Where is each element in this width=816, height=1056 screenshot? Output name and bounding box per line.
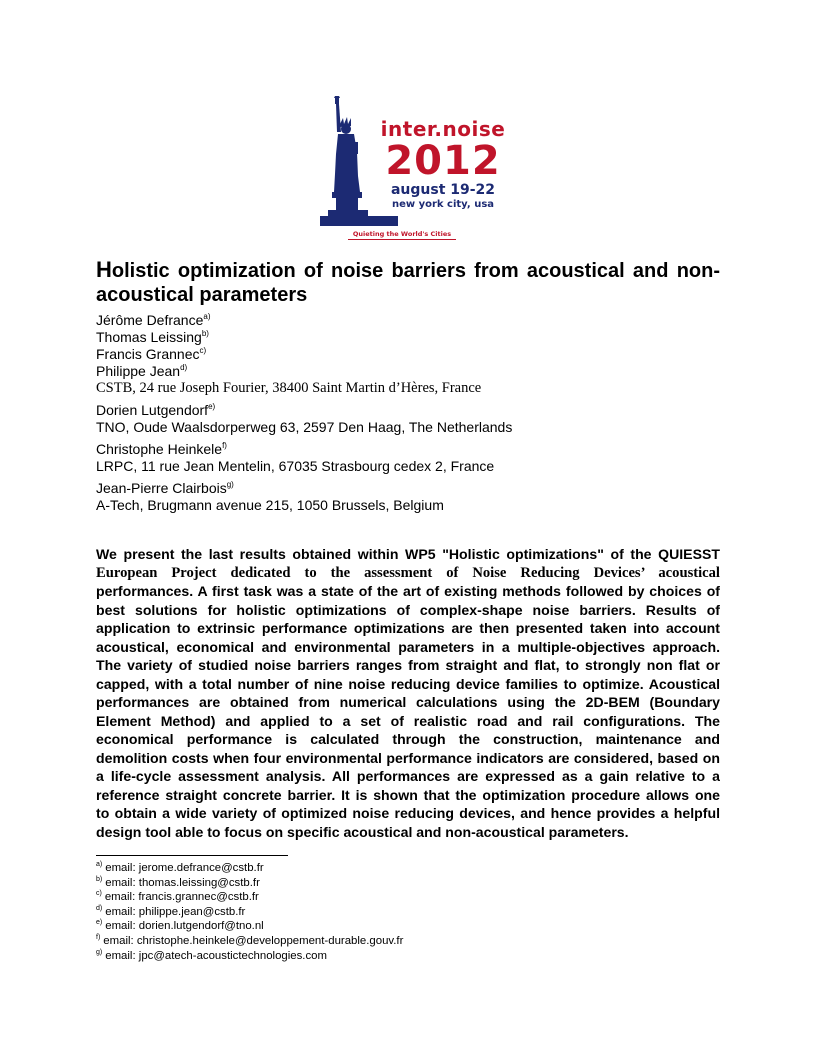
author-name: Dorien Lutgendorf: [96, 402, 209, 418]
author-superscript: f): [222, 441, 227, 450]
title-rest: olistic optimization of noise barriers from acoustical and non-acoustical parameters: [96, 260, 720, 306]
abstract-line: The variety of studied noise barriers ranges from straight and flat, to strongly non flat or: [96, 657, 720, 673]
footnote-marker: e): [96, 919, 103, 927]
abstract-line: a life-cycle assessment analysis. All performances are expressed as a gain relative to a: [96, 768, 720, 784]
author-line: [96, 363, 720, 380]
author-superscript: a): [203, 312, 211, 321]
abstract-line: We present the last results obtained within WP5 "Holistic optimizations" of the QUIESST: [96, 546, 720, 562]
footnote-email: email: francis.grannec@cstb.fr: [104, 891, 259, 904]
abstract-line: design tool able to focus on specific acoustical and non-acoustical parameters.: [96, 823, 629, 840]
abstract-line: application to extrinsic performance optimizations are then presented taken into account: [96, 620, 720, 636]
abstract-line: performances. A first task was a state of the art of existing methods followed by choices of: [96, 583, 720, 599]
author-superscript: d): [180, 363, 188, 372]
author-superscript: g): [226, 480, 234, 489]
footnote: [96, 919, 720, 934]
author-line: [96, 402, 720, 419]
footnote-email: email: thomas.leissing@cstb.fr: [105, 876, 260, 889]
author-superscript: b): [201, 329, 209, 338]
abstract-line: economical performance is calculated through the construction, maintenance and: [96, 731, 720, 747]
footnote: [96, 949, 720, 964]
title-initial: H: [96, 257, 112, 282]
affiliation-atech: A-Tech, Brugmann avenue 215, 1050 Brussels, Belgium: [96, 497, 444, 513]
abstract-line: best solutions for holistic optimizations of complex-shape noise barriers. Results of: [96, 601, 720, 618]
affiliation-cstb: CSTB, 24 rue Joseph Fourier, 38400 Saint Martin d’Hères, France: [96, 380, 482, 396]
footnote: [96, 876, 720, 891]
paper-title: [96, 258, 720, 307]
footnote-marker: c): [96, 890, 102, 898]
affiliation-lrpc: LRPC, 11 rue Jean Mentelin, 67035 Strasbourg cedex 2, France: [96, 458, 495, 474]
logo-year: 2012: [385, 138, 501, 184]
footnote: [96, 934, 720, 949]
affiliation-tno: TNO, Oude Waalsdorperweg 63, 2597 Den Haag, The Netherlands: [96, 419, 513, 435]
logo-city: new york city, usa: [391, 199, 495, 210]
footnote-email: email: jerome.defrance@cstb.fr: [105, 862, 264, 874]
author-name: Jean-Pierre Clairbois: [96, 480, 227, 496]
abstract-line: demolition costs when four environmental performance indicators are considered, based on: [96, 749, 720, 766]
author-name: Jérôme Defrance: [96, 312, 204, 328]
conference-logo: [318, 96, 508, 244]
footnote: [96, 861, 720, 876]
author-block: [96, 312, 720, 514]
logo-dates: august 19-22: [390, 182, 496, 198]
abstract-line: Element Method) and applied to a set of realistic road and rail configurations. The: [96, 712, 720, 729]
author-name: Christophe Heinkele: [96, 441, 223, 457]
logo-tagline: Quieting the World's Cities: [348, 230, 456, 240]
author-line: [96, 346, 720, 363]
footnote-marker: f): [96, 933, 101, 941]
author-name: Philippe Jean: [96, 363, 181, 379]
footnote-marker: a): [96, 861, 103, 868]
author-superscript: c): [199, 346, 207, 355]
abstract-line: reference straight concrete barrier. It is shown that the optimization procedure allows one: [96, 786, 720, 803]
footnote-marker: g): [96, 948, 103, 956]
author-name: Thomas Leissing: [96, 329, 202, 345]
footnote-email: email: christophe.heinkele@developpement-durable.gouv.fr: [103, 934, 404, 947]
author-line: [96, 441, 720, 458]
footnote-email: email: philippe.jean@cstb.fr: [105, 905, 246, 918]
author-superscript: e): [208, 402, 216, 411]
footnote-marker: d): [96, 904, 103, 912]
author-line: [96, 312, 720, 329]
footnote: [96, 890, 720, 905]
abstract: [96, 545, 720, 841]
footnote-divider: [96, 855, 288, 856]
footnote: [96, 905, 720, 920]
author-line: [96, 480, 720, 497]
footnote-email: email: dorien.lutgendorf@tno.nl: [105, 920, 264, 933]
abstract-line: capped, with a total number of nine noise reducing device families to optimize. Acoustical: [96, 675, 720, 692]
author-name: Francis Grannec: [96, 346, 200, 362]
footnote-email: email: jpc@atech-acoustictechnologies.com: [105, 949, 327, 962]
abstract-line: performances are obtained from numerical calculations using the 2D-BEM (Boundary: [96, 694, 720, 710]
abstract-line: European Project dedicated to the assessment of Noise Reducing Devices’ acoustical: [96, 564, 720, 581]
logo-wordmark: [378, 118, 508, 212]
logo-inter-noise: inter.noise: [380, 117, 506, 141]
author-line: [96, 329, 720, 346]
footnote-marker: b): [96, 875, 103, 883]
abstract-line: acoustical, economical and environmental parameters in a multiple-objectives approach.: [96, 638, 720, 655]
footnotes: [96, 861, 720, 963]
abstract-line: to obtain a wide variety of optimized noise reducing devices, and hence provides a helpful: [96, 805, 720, 821]
